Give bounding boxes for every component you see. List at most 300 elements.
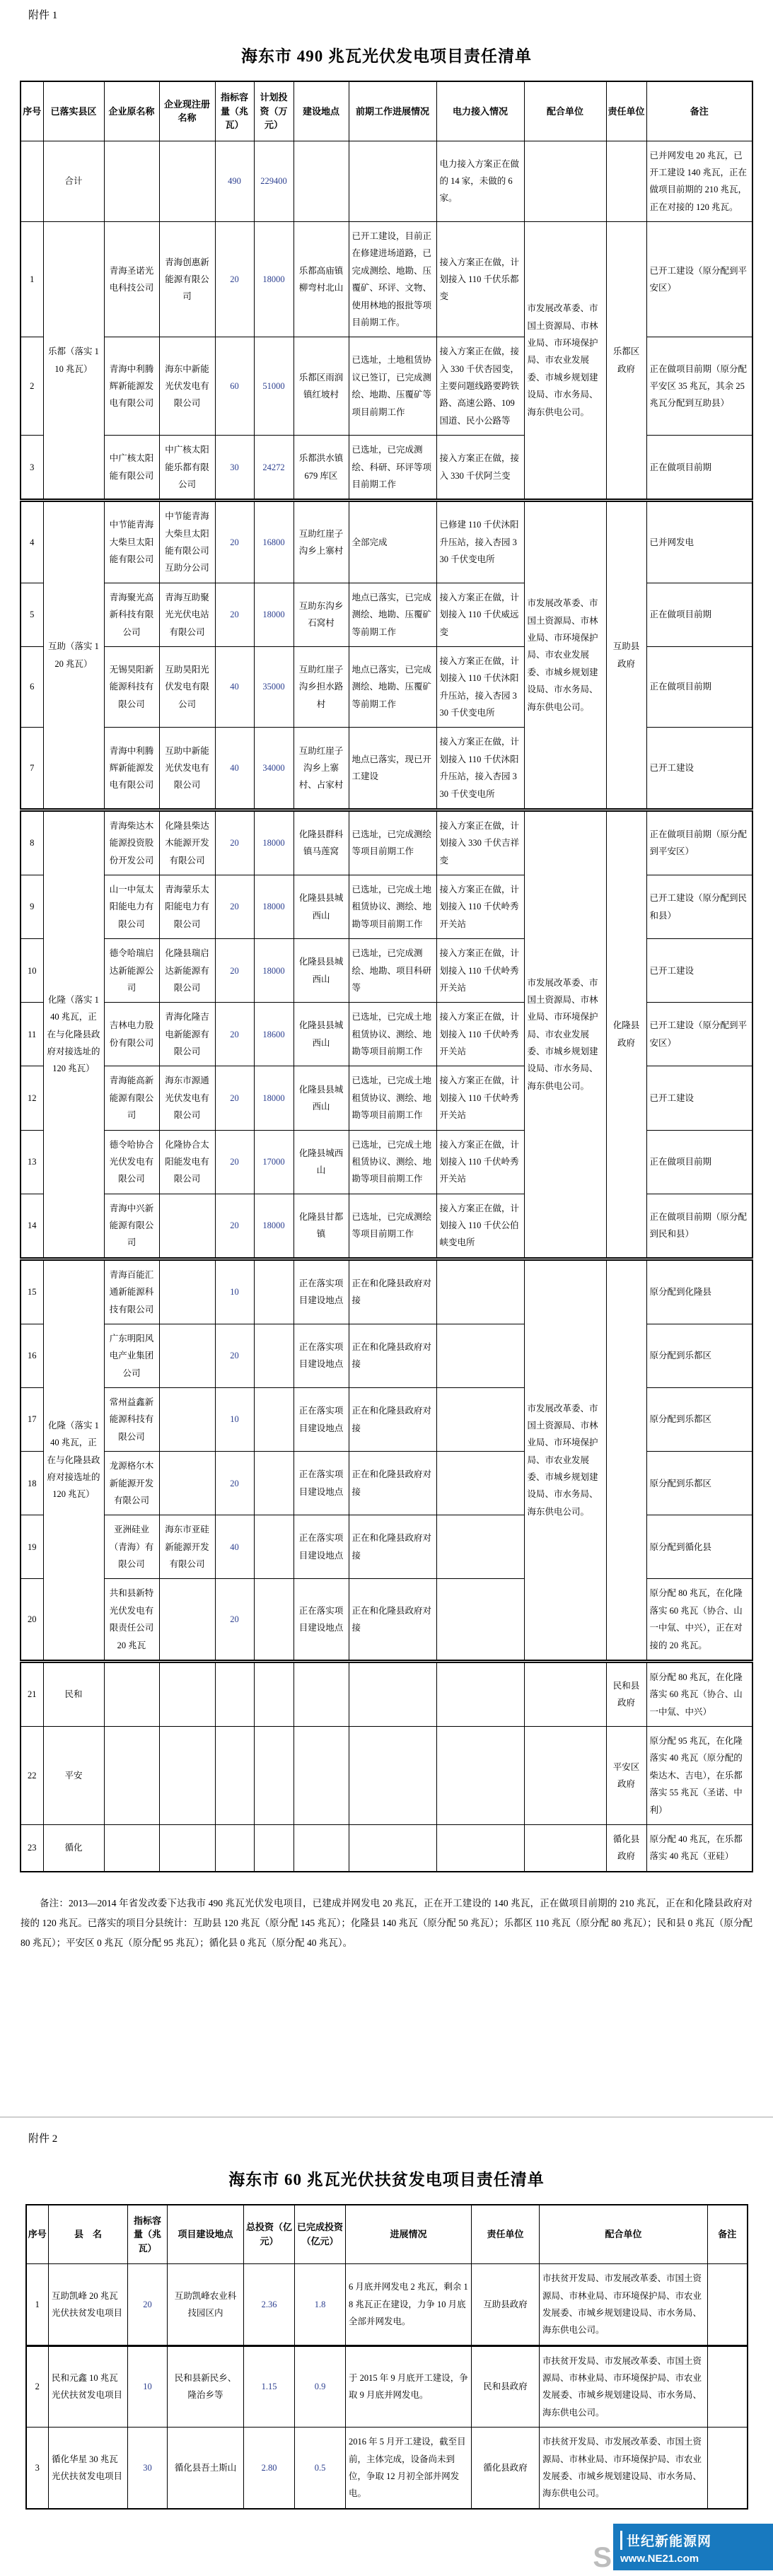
table-cell: 已开工建设，目前正在修建进场道路，已完成测绘、地勘、压覆矿、环评、文物、使用林地的报批等项目前期工作。 (349, 222, 436, 337)
table-cell (436, 1727, 524, 1825)
table-cell: 21 (21, 1661, 43, 1726)
table-cell: 15 (21, 1259, 43, 1324)
table-cell: 60 (215, 337, 254, 436)
table-cell: 乐都洪水镇 679 库区 (293, 436, 349, 501)
table-cell: 正在做项目前期 (646, 1130, 752, 1194)
table-cell (293, 1824, 349, 1871)
table-cell (159, 1661, 215, 1726)
table-cell: 原分配到化隆县 (646, 1259, 752, 1324)
table-cell: 接入方案正在做，计划接入 110 千伏沐阳升压站，接入杏园 330 千伏变电所 (436, 728, 524, 810)
table-cell (254, 1388, 293, 1452)
table-cell: 青海能高新能源有限公司 (104, 1066, 159, 1130)
table-cell: 正在和化隆县政府对接 (349, 1388, 436, 1452)
table-cell: 2 (21, 337, 43, 436)
table-cell: 电力接入方案正在做的 14 家，未做的 6 家。 (436, 141, 524, 222)
table-cell: 化隆县县城西山 (293, 1066, 349, 1130)
table-cell: 接入方案正在做，计划接入 110 千伏岭秀开关站 (436, 875, 524, 939)
table-cell: 6 月底并网发电 2 兆瓦，剩余 18 兆瓦正在建设，力争 10 月底全部并网发电。 (346, 2264, 472, 2346)
table-cell (215, 1727, 254, 1825)
table-cell: 9 (21, 875, 43, 939)
table-cell (606, 141, 646, 222)
table-cell: 市扶贫开发局、市发展改革委、市国土资源局、市林业局、市环境保护局、市农业发展委、市城乡规划建设局、市水务局、海东供电公司。 (540, 2345, 708, 2428)
table-cell: 青海创惠新能源有限公司 (159, 222, 215, 337)
column-header: 前期工作进展情况 (349, 81, 436, 141)
table-cell: 40 (215, 728, 254, 810)
table-cell: 龙源格尔木新能源开发有限公司 (104, 1452, 159, 1515)
attachment-2-section (0, 2118, 773, 2510)
table-cell: 正在和化隆县政府对接 (349, 1579, 436, 1662)
table-cell: 10 (128, 2345, 168, 2428)
table-cell: 已开工建设 (646, 728, 752, 810)
table-cell: 海东市源通光伏发电有限公司 (159, 1066, 215, 1130)
table-cell (104, 1661, 159, 1726)
table-cell: 已并网发电 20 兆瓦，已开工建设 140 兆瓦，正在做项目前期的 210 兆瓦，正在对接的 120 兆瓦。 (646, 141, 752, 222)
table-cell: 30 (128, 2428, 168, 2509)
table-cell: 已修建 110 千伏沐阳升压站，接入杏园 330 千伏变电所 (436, 501, 524, 583)
table-cell: 已开工建设 (646, 939, 752, 1003)
table-cell: 3 (21, 436, 43, 501)
table-cell (436, 1259, 524, 1324)
table-cell (159, 1388, 215, 1452)
table-cell: 20 (21, 1579, 43, 1662)
table-cell: 市发展改革委、市国土资源局、市林业局、市环境保护局、市农业发展委、市城乡规划建设局、市水务局、海东供电公司。 (524, 501, 606, 810)
table-cell (708, 2345, 748, 2428)
table-cell: 正在做项目前期（原分配到民和县） (646, 1194, 752, 1259)
table-cell: 青海聚光高新科技有限公司 (104, 583, 159, 646)
table-row (21, 501, 752, 583)
table-cell: 中广核太阳能乐都有限公司 (159, 436, 215, 501)
table-cell: 市发展改革委、市国土资源局、市林业局、市环境保护局、市农业发展委、市城乡规划建设局、市水务局、海东供电公司。 (524, 1259, 606, 1661)
table-cell: 4 (21, 501, 43, 583)
table-row (21, 222, 752, 337)
table-cell (215, 1661, 254, 1726)
table-cell: 化隆县政府 (606, 810, 646, 1259)
table-row (21, 1824, 752, 1871)
table-cell: 原分配 95 兆瓦，在化隆落实 40 兆瓦（原分配的柴达木、吉电），在乐都落实 55 兆瓦（圣诺、中利） (646, 1727, 752, 1825)
table-cell (349, 1661, 436, 1726)
table-cell: 德令哈瑞启达新能源公司 (104, 939, 159, 1003)
table-cell (21, 141, 43, 222)
table-cell: 1.15 (244, 2345, 295, 2428)
table-cell: 山一中氚太阳能电力有限公司 (104, 875, 159, 939)
table-cell: 8 (21, 810, 43, 875)
table-cell (524, 141, 606, 222)
table-cell: 已选址，已完成测绘、科研、环评等项目前期工作 (349, 436, 436, 501)
table-cell: 化隆县县城西山 (293, 1003, 349, 1066)
table-cell: 已选址，已完成土地租赁协议、测绘、地勘等项目前期工作 (349, 875, 436, 939)
table-cell: 平安区政府 (606, 1727, 646, 1825)
table-cell: 已选址，已完成测绘、地勘、项目科研等 (349, 939, 436, 1003)
table-cell: 20 (215, 1579, 254, 1662)
table-cell: 接入方案正在做，计划接入 110 千伏岭秀开关站 (436, 1066, 524, 1130)
column-header: 责任单位 (606, 81, 646, 141)
table-row (26, 2345, 748, 2428)
table-cell (215, 1824, 254, 1871)
table-cell: 接入方案正在做，接入 330 千伏杏园变，主要问题线路要跨铁路、高速公路、109 国道、民小公路等 (436, 337, 524, 436)
table-cell: 循化县政府 (606, 1824, 646, 1871)
table-cell (159, 1452, 215, 1515)
table-cell: 接入方案正在做，计划接入 110 千伏威远变 (436, 583, 524, 646)
table-cell: 14 (21, 1194, 43, 1259)
table-cell: 20 (215, 1066, 254, 1130)
site-watermark (593, 2524, 773, 2573)
table-cell: 市扶贫开发局、市发展改革委、市国土资源局、市林业局、市环境保护局、市农业发展委、市城乡规划建设局、市水务局、海东供电公司。 (540, 2264, 708, 2346)
table-cell: 民和县新民乡、隆治乡等 (168, 2345, 244, 2428)
table-cell: 34000 (254, 728, 293, 810)
table-cell: 海东市亚硅新能源开发有限公司 (159, 1515, 215, 1579)
table-cell: 中广核太阳能有限公司 (104, 436, 159, 501)
table-cell: 青海中利腾辉新能源发电有限公司 (104, 728, 159, 810)
table-cell (104, 1727, 159, 1825)
table-cell (159, 1324, 215, 1387)
table-cell: 1.8 (295, 2264, 346, 2346)
table-cell: 接入方案正在做，计划接入 110 千伏岭秀开关站 (436, 1130, 524, 1194)
table-cell: 化隆县县城西山 (293, 875, 349, 939)
attachment-2-label: 附件 2 (28, 2133, 58, 2145)
table-cell: 青海百能汇通新能源科技有限公司 (104, 1259, 159, 1324)
column-header: 企业原名称 (104, 81, 159, 141)
table-cell: 12 (21, 1066, 43, 1130)
table-cell: 乐都区雨润镇红坡村 (293, 337, 349, 436)
column-header: 电力接入情况 (436, 81, 524, 141)
table-cell: 互助东沟乡石窝村 (293, 583, 349, 646)
table-cell: 18000 (254, 583, 293, 646)
table-cell: 正在做项目前期（原分配平安区 35 兆瓦，其余 25 兆瓦分配到互助县） (646, 337, 752, 436)
table-cell: 2.80 (244, 2428, 295, 2509)
table-cell: 20 (215, 501, 254, 583)
table-cell: 35000 (254, 646, 293, 728)
table-cell (104, 1824, 159, 1871)
table-cell: 20 (215, 1003, 254, 1066)
table-cell: 青海中利腾辉新能源发电有限公司 (104, 337, 159, 436)
table-cell: 正在落实项目建设地点 (293, 1579, 349, 1662)
table-cell: 24272 (254, 436, 293, 501)
table-1-footnote: 备注：2013—2014 年省发改委下达我市 490 兆瓦光伏发电项目，已建成并网发电 20 兆瓦，正在开工建设的 140 兆瓦，正在做项目前期的 210 兆瓦，正在和化隆县政府对接的 120 兆瓦。已落实的项目分县统计：互助县 120 兆瓦（原分配 145 兆瓦）；化隆县 140 兆瓦（原分配 50 兆瓦）；乐都区 110 兆瓦（原分配 80 兆瓦）；民和县 0 兆瓦（原分配 80 兆瓦）；平安区 0 兆瓦（原分配 95 兆瓦）；循化县 0 兆瓦（原分配 40 兆瓦）。 (21, 1897, 752, 1949)
table-cell: 互助红崖子沟乡上寨村 (293, 501, 349, 583)
table-cell: 于 2015 年 9 月底开工建设，争取 9 月底并网发电。 (346, 2345, 472, 2428)
table-cell (708, 2428, 748, 2509)
table-cell (436, 1824, 524, 1871)
table-cell: 已并网发电 (646, 501, 752, 583)
table-cell: 青海柴达木能源投资股份开发公司 (104, 810, 159, 875)
table-cell: 循化华星 30 兆瓦光伏扶贫发电项目 (49, 2428, 128, 2509)
table-cell: 亚洲硅业（青海）有限公司 (104, 1515, 159, 1579)
table-cell: 10 (21, 939, 43, 1003)
column-header: 项目建设地点 (168, 2205, 244, 2264)
column-header: 县 名 (49, 2205, 128, 2264)
table-cell: 全部完成 (349, 501, 436, 583)
table-cell: 正在落实项目建设地点 (293, 1259, 349, 1324)
table-row (21, 1727, 752, 1825)
table-cell: 原分配到乐都区 (646, 1388, 752, 1452)
table-cell: 正在落实项目建设地点 (293, 1388, 349, 1452)
table-cell: 乐都（落实 110 兆瓦） (43, 222, 104, 501)
watermark-badge (613, 2524, 773, 2570)
table-cell: 海东中新能光伏发电有限公司 (159, 337, 215, 436)
table-cell: 吉林电力股份有限公司 (104, 1003, 159, 1066)
table-cell: 17 (21, 1388, 43, 1452)
table-cell: 20 (215, 810, 254, 875)
table-cell: 互助红崖子沟乡上寨村、占家村 (293, 728, 349, 810)
table-cell: 市发展改革委、市国土资源局、市林业局、市环境保护局、市农业发展委、市城乡规划建设局、市水务局、海东供电公司。 (524, 222, 606, 501)
table-cell: 已开工建设（原分配到平安区） (646, 222, 752, 337)
table-cell: 20 (215, 1130, 254, 1194)
table-cell: 合计 (43, 141, 104, 222)
table-cell: 已开工建设（原分配到民和县） (646, 875, 752, 939)
table-cell: 18000 (254, 222, 293, 337)
column-header: 总投资（亿元） (244, 2205, 295, 2264)
watermark-letter: S (593, 2542, 612, 2573)
table-cell: 11 (21, 1003, 43, 1066)
table-cell (436, 1324, 524, 1387)
table-cell: 青海化隆吉电新能源有限公司 (159, 1003, 215, 1066)
table-cell: 正在做项目前期（原分配到平安区） (646, 810, 752, 875)
column-header: 备注 (646, 81, 752, 141)
table-cell: 市扶贫开发局、市发展改革委、市国土资源局、市林业局、市环境保护局、市农业发展委、市城乡规划建设局、市水务局、海东供电公司。 (540, 2428, 708, 2509)
table-cell: 正在和化隆县政府对接 (349, 1324, 436, 1387)
column-header: 配合单位 (540, 2205, 708, 2264)
table-cell: 18000 (254, 1194, 293, 1259)
attachment-1-label: 附件 1 (28, 10, 58, 21)
table-cell (159, 141, 215, 222)
table-cell: 已选址，已完成测绘等项目前期工作 (349, 810, 436, 875)
table-cell: 青海中兴新能源有限公司 (104, 1194, 159, 1259)
table-cell (159, 1579, 215, 1662)
table-cell: 3 (26, 2428, 49, 2509)
table-cell: 互助中新能光伏发电有限公司 (159, 728, 215, 810)
table-cell: 23 (21, 1824, 43, 1871)
table-cell: 乐都区政府 (606, 222, 646, 501)
table-cell: 40 (215, 1515, 254, 1579)
table-cell: 7 (21, 728, 43, 810)
table-cell: 16 (21, 1324, 43, 1387)
table-cell: 互助县政府 (606, 501, 646, 810)
table-cell: 原分配到乐都区 (646, 1452, 752, 1515)
table-cell: 化隆县城西山 (293, 1130, 349, 1194)
table-cell (254, 1661, 293, 1726)
table-cell: 化隆协合太阳能发电有限公司 (159, 1130, 215, 1194)
table-cell: 循化 (43, 1824, 104, 1871)
table-cell: 青海圣诺光电科技公司 (104, 222, 159, 337)
table-cell: 20 (215, 583, 254, 646)
table-cell: 22 (21, 1727, 43, 1825)
table-cell: 民和县政府 (472, 2345, 540, 2428)
table-cell: 20 (128, 2264, 168, 2346)
column-header: 指标容量（兆瓦） (215, 81, 254, 141)
table-cell: 原分配 80 兆瓦，在化隆落实 60 兆瓦（协合、山一中氚、中兴） (646, 1661, 752, 1726)
table-cell: 广东明阳风电产业集团公司 (104, 1324, 159, 1387)
table-cell (254, 1579, 293, 1662)
table-cell: 民和县政府 (606, 1661, 646, 1726)
table-cell: 原分配到乐都区 (646, 1324, 752, 1387)
table-cell: 化隆（落实 140 兆瓦，正在与化隆县政府对接选址的 120 兆瓦） (43, 1259, 104, 1661)
table-cell (349, 1727, 436, 1825)
table-cell (159, 1259, 215, 1324)
table-cell: 互助凯峰农业科技园区内 (168, 2264, 244, 2346)
table-cell (159, 1194, 215, 1259)
table-cell (159, 1824, 215, 1871)
table-cell: 青海互助聚光光伏电站有限公司 (159, 583, 215, 646)
table-cell: 正在和化隆县政府对接 (349, 1515, 436, 1579)
table-cell: 正在落实项目建设地点 (293, 1515, 349, 1579)
header-row (21, 81, 752, 141)
table-cell: 正在做项目前期 (646, 436, 752, 501)
table-cell: 18000 (254, 810, 293, 875)
table-cell: 18000 (254, 875, 293, 939)
table-cell: 20 (215, 939, 254, 1003)
table-cell (436, 1515, 524, 1579)
column-header: 建设地点 (293, 81, 349, 141)
table-cell: 已选址，已完成土地租赁协议、测绘、地勘等项目前期工作 (349, 1003, 436, 1066)
table-cell: 地点已落实，现已开工建设 (349, 728, 436, 810)
table-cell: 0.5 (295, 2428, 346, 2509)
table-row (21, 1661, 752, 1726)
table-row (26, 2428, 748, 2509)
table-cell: 51000 (254, 337, 293, 436)
table-cell: 6 (21, 646, 43, 728)
table-cell: 市发展改革委、市国土资源局、市林业局、市环境保护局、市农业发展委、市城乡规划建设局、市水务局、海东供电公司。 (524, 810, 606, 1259)
table-cell: 正在和化隆县政府对接 (349, 1452, 436, 1515)
table-cell: 正在做项目前期 (646, 583, 752, 646)
column-header: 备注 (708, 2205, 748, 2264)
table-cell: 18600 (254, 1003, 293, 1066)
table-row (21, 1259, 752, 1324)
table-cell: 青海蒙乐太阳能电力有限公司 (159, 875, 215, 939)
table-cell: 10 (215, 1259, 254, 1324)
table-cell (159, 1727, 215, 1825)
table-cell: 互助红崖子沟乡担水路村 (293, 646, 349, 728)
table-cell: 0.9 (295, 2345, 346, 2428)
table-cell: 原分配到循化县 (646, 1515, 752, 1579)
table-cell: 30 (215, 436, 254, 501)
table-cell: 正在和化隆县政府对接 (349, 1259, 436, 1324)
table-cell (254, 1727, 293, 1825)
table-cell: 化隆县柴达木能源开发有限公司 (159, 810, 215, 875)
column-header: 指标容量（兆瓦） (128, 2205, 168, 2264)
table-cell: 接入方案正在做，计划接入 110 千伏岭秀开关站 (436, 939, 524, 1003)
table-cell: 19 (21, 1515, 43, 1579)
column-header: 已完成投资（亿元） (295, 2205, 346, 2264)
table-cell: 1 (26, 2264, 49, 2346)
table-cell (254, 1324, 293, 1387)
table-cell: 互助凯峰 20 兆瓦光伏扶贫发电项目 (49, 2264, 128, 2346)
table-cell: 16800 (254, 501, 293, 583)
table-cell: 229400 (254, 141, 293, 222)
table-cell: 地点已落实，已完成测绘、地勘、压覆矿等前期工作 (349, 583, 436, 646)
table-1-title: 海东市 490 兆瓦光伏发电项目责任清单 (241, 47, 532, 65)
table-cell: 互助县政府 (472, 2264, 540, 2346)
table-cell: 中节能青海大柴旦太阳能有限公司 (104, 501, 159, 583)
table-cell (436, 1661, 524, 1726)
table-cell: 平安 (43, 1727, 104, 1825)
table-cell: 1 (21, 222, 43, 337)
table-cell: 5 (21, 583, 43, 646)
table-cell: 接入方案正在做，计划接入 110 千伏沐阳升压站，接入杏园 330 千伏变电所 (436, 646, 524, 728)
table-cell: 接入方案正在做，计划接入 110 千伏乐都变 (436, 222, 524, 337)
table-cell: 17000 (254, 1130, 293, 1194)
table-cell: 化隆（落实 140 兆瓦，正在与化隆县政府对接选址的 120 兆瓦） (43, 810, 104, 1259)
table-cell (293, 141, 349, 222)
table-cell: 地点已落实，已完成测绘、地勘、压覆矿等前期工作 (349, 646, 436, 728)
table-row (21, 141, 752, 222)
table-cell: 共和县新特光伏发电有限责任公司 20 兆瓦 (104, 1579, 159, 1662)
table-cell (349, 1824, 436, 1871)
table-cell: 互助（落实 120 兆瓦） (43, 501, 104, 810)
table-cell: 490 (215, 141, 254, 222)
table-row (26, 2264, 748, 2346)
table-cell: 民和元鑫 10 兆瓦光伏扶贫发电项目 (49, 2345, 128, 2428)
table-cell (708, 2264, 748, 2346)
table-cell: 中节能青海大柴旦太阳能有限公司互助分公司 (159, 501, 215, 583)
table-cell: 13 (21, 1130, 43, 1194)
table-cell: 循化县吾土斯山 (168, 2428, 244, 2509)
watermark-site-url: www.NE21.com (620, 2553, 699, 2565)
table-cell (254, 1452, 293, 1515)
table-cell (436, 1579, 524, 1662)
table-row (21, 810, 752, 875)
column-header: 已落实县区 (43, 81, 104, 141)
table-cell (293, 1727, 349, 1825)
table-cell: 原分配 80 兆瓦，在化隆落实 60 兆瓦（协合、山一中氚、中兴），正在对接的 20 兆瓦。 (646, 1579, 752, 1662)
table-cell: 18000 (254, 1066, 293, 1130)
table-cell: 10 (215, 1388, 254, 1452)
column-header: 配合单位 (524, 81, 606, 141)
column-header: 序号 (21, 81, 43, 141)
table-cell (606, 1259, 646, 1661)
table-cell (436, 1452, 524, 1515)
table-cell: 循化县政府 (472, 2428, 540, 2509)
table-2-title: 海东市 60 兆瓦光伏扶贫发电项目责任清单 (228, 2170, 545, 2189)
table-cell: 接入方案正在做，计划接入 330 千伏吉祥变 (436, 810, 524, 875)
table-cell: 20 (215, 222, 254, 337)
table-cell: 20 (215, 875, 254, 939)
table-cell: 互助昊阳光伏发电有限公司 (159, 646, 215, 728)
table-cell: 20 (215, 1194, 254, 1259)
table-cell (293, 1661, 349, 1726)
table-cell: 20 (215, 1452, 254, 1515)
table-cell (254, 1515, 293, 1579)
table-cell: 18000 (254, 939, 293, 1003)
table-cell (524, 1727, 606, 1825)
column-header: 进展情况 (346, 2205, 472, 2264)
table-cell (524, 1824, 606, 1871)
table-cell (104, 141, 159, 222)
table-cell: 正在落实项目建设地点 (293, 1452, 349, 1515)
table-cell: 原分配 40 兆瓦，在乐都落实 40 兆瓦（亚硅） (646, 1824, 752, 1871)
table-cell: 已开工建设 (646, 1066, 752, 1130)
header-row (26, 2205, 748, 2264)
table-cell: 已选址，已完成测绘等项目前期工作 (349, 1194, 436, 1259)
table-cell: 已选址，已完成土地租赁协议、测绘、地勘等项目前期工作 (349, 1066, 436, 1130)
table-cell (436, 1388, 524, 1452)
table-cell: 化隆县甘都镇 (293, 1194, 349, 1259)
table-cell: 已选址，土地租赁协议已签订，已完成测绘、地勘、压覆矿等项目前期工作 (349, 337, 436, 436)
table-cell (524, 1661, 606, 1726)
table-cell: 40 (215, 646, 254, 728)
table-cell: 民和 (43, 1661, 104, 1726)
table-cell: 乐都高庙镇柳弯村北山 (293, 222, 349, 337)
table-cell: 化隆县县城西山 (293, 939, 349, 1003)
table-cell: 接入方案正在做，计划接入 110 千伏岭秀开关站 (436, 1003, 524, 1066)
table-cell: 已选址，已完成土地租赁协议、测绘、地勘等项目前期工作 (349, 1130, 436, 1194)
table-cell: 正在落实项目建设地点 (293, 1324, 349, 1387)
watermark-site-name: 世纪新能源网 (620, 2531, 767, 2550)
column-header: 计划投资（万元） (254, 81, 293, 141)
table-cell (254, 1259, 293, 1324)
table-cell: 正在做项目前期 (646, 646, 752, 728)
table-cell: 化隆县群科镇马莲窝 (293, 810, 349, 875)
column-header: 责任单位 (472, 2205, 540, 2264)
